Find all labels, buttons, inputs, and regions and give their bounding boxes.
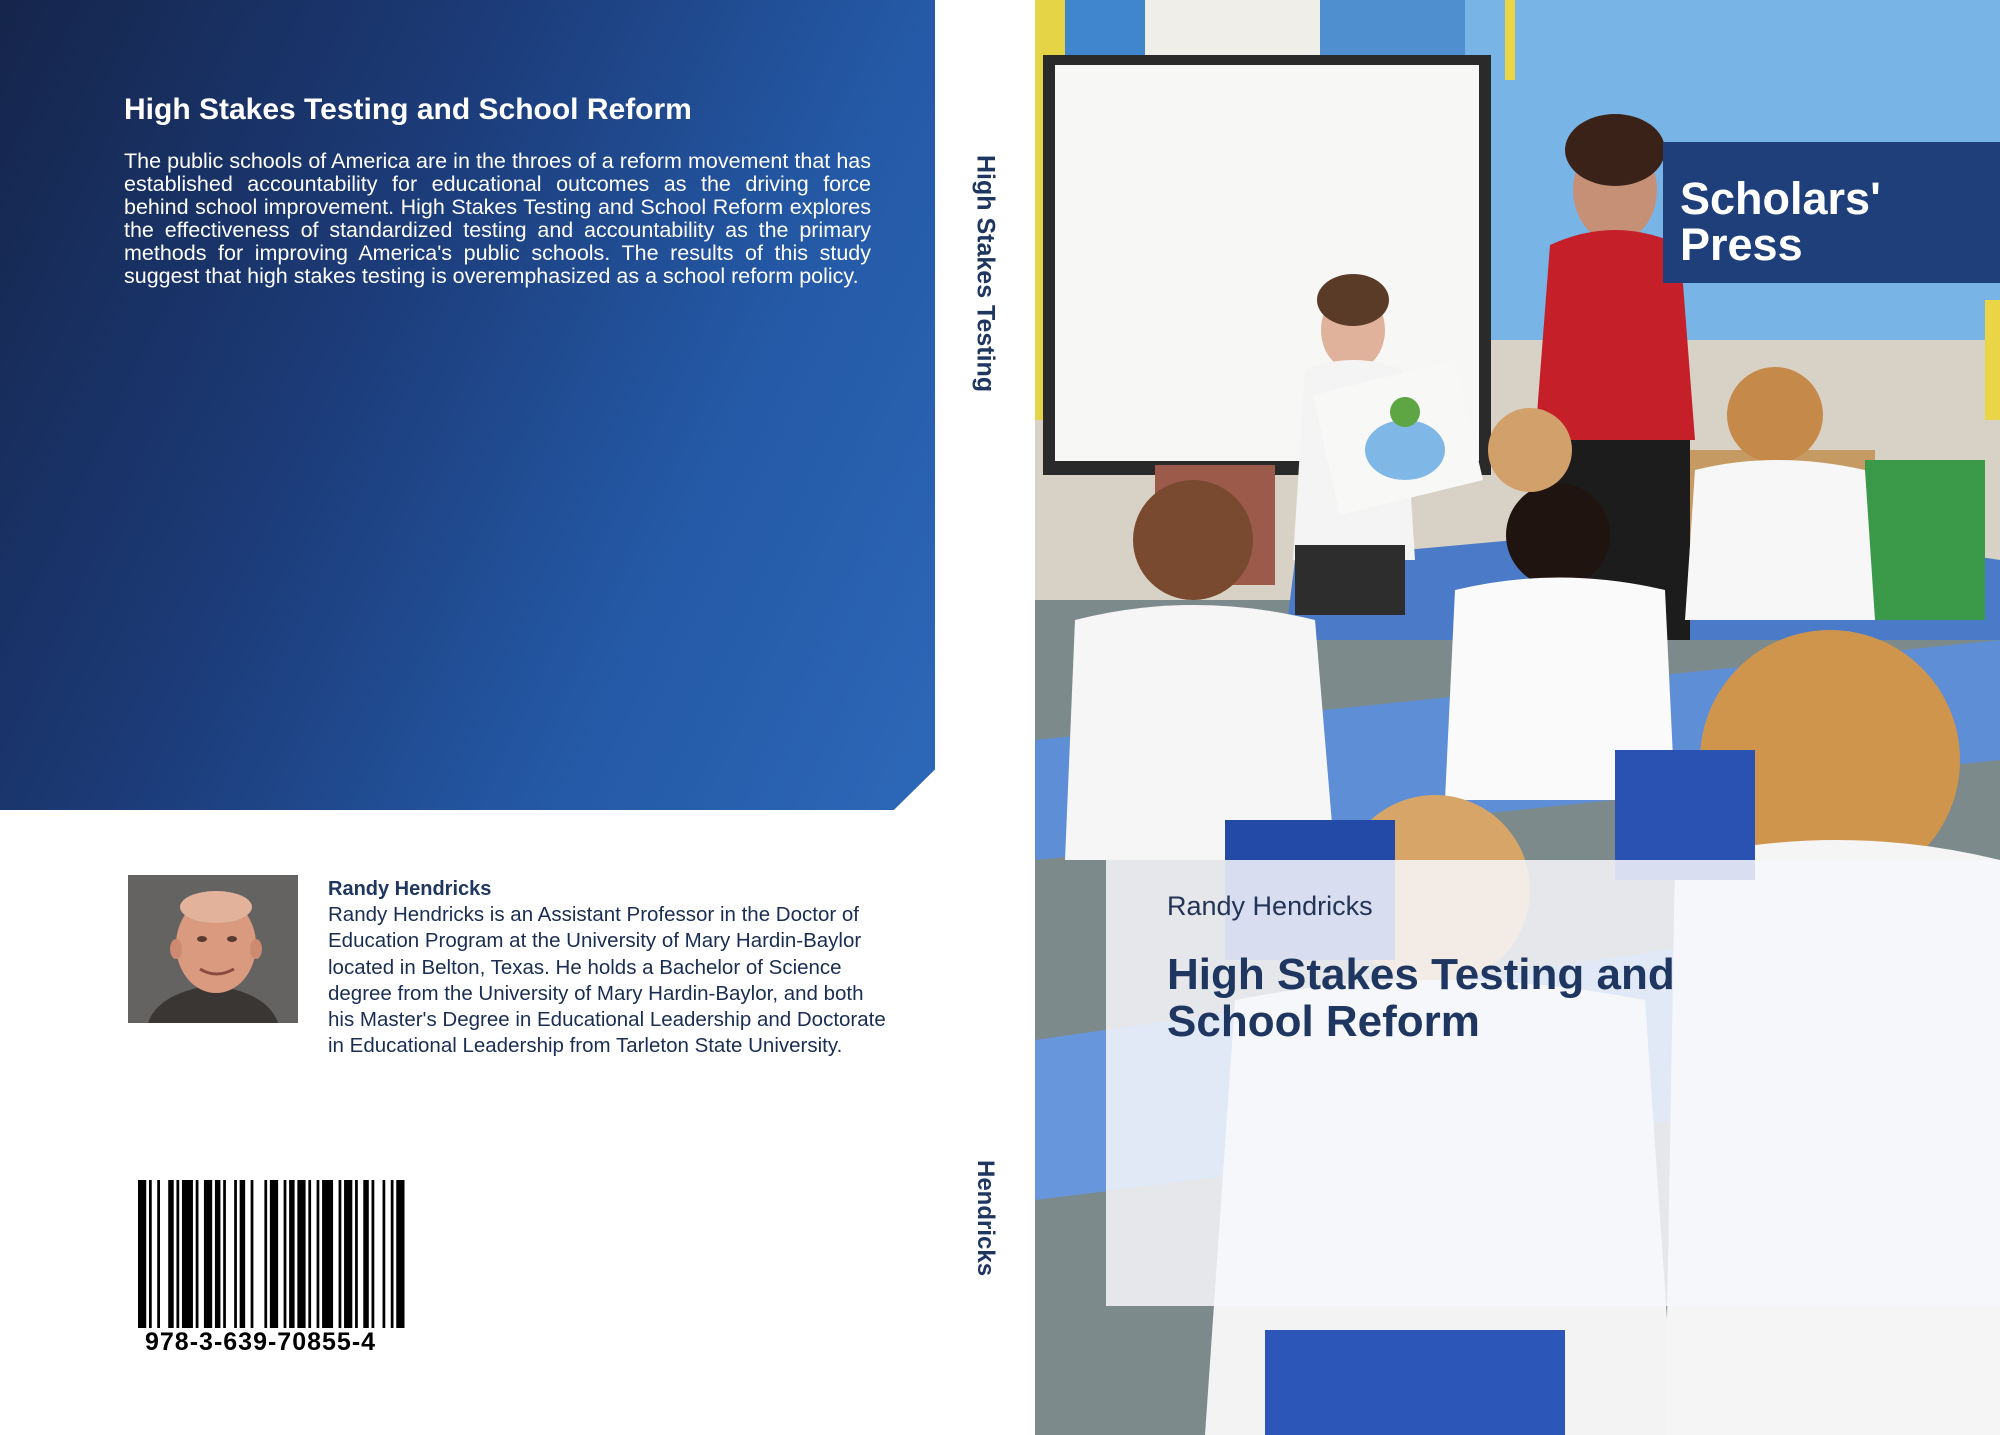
barcode-bar [322,1180,333,1328]
barcode-bar [168,1180,173,1328]
front-cover-author: Randy Hendricks [1167,891,1373,921]
barcode-bar [234,1180,237,1328]
barcode-bar [317,1180,320,1328]
barcode-bar [372,1180,375,1328]
barcode-bar [308,1180,311,1328]
barcode-bar [176,1180,179,1328]
barcode-bar [383,1180,386,1328]
barcode-bar [223,1180,226,1328]
barcode-bar [355,1180,358,1328]
front-title-box [1106,860,2000,1306]
author-bio-name: Randy Hendricks [328,878,492,900]
barcode-bar [284,1180,287,1328]
barcode-bar [396,1180,404,1328]
back-cover-blurb: The public schools of America are in the throes of a reform movement that has established accountability for educational outcomes as the driving force behind school improvement. High Stakes Testing and School Reform explores the effectiveness of standardized testing and accountability as the primary methods for improving America's public schools. The results of this study suggest that high stakes testing is overemphasized as a school reform policy. [124,149,871,288]
back-cover-title: High Stakes Testing and School Reform [124,93,692,126]
barcode-bar [363,1180,368,1328]
barcode-bar [391,1180,394,1328]
barcode-bar [264,1180,267,1328]
barcode-bar [297,1180,305,1328]
barcode-bar [157,1180,160,1328]
author-photo [128,875,298,1023]
barcode-bar [251,1180,254,1328]
barcode-bar [204,1180,212,1328]
barcode-bar [240,1180,245,1328]
barcode-bar [215,1180,220,1328]
barcode-bar [182,1180,193,1328]
barcode-bar [344,1180,352,1328]
isbn-number: 978-3-639-70855-4 [145,1328,377,1356]
barcode-bar [270,1180,278,1328]
barcode-bar [138,1180,146,1328]
barcode [138,1180,410,1328]
barcode-bar [149,1180,152,1328]
barcode-bar [196,1180,199,1328]
publisher-name: Scholars' Press [1680,173,1881,270]
barcode-bar [339,1180,342,1328]
spine-title: High Stakes Testing [971,155,1000,393]
barcode-bar [289,1180,294,1328]
spine-author: Hendricks [972,1160,999,1277]
author-bio-text: Randy Hendricks is an Assistant Professor in the Doctor of Education Program at the University of Mary Hardin-Baylor located in Belton, Texas. He holds a Bachelor of Science degree from the University of Mary Hardin-Baylor, and both his Master's Degree in Educational Leadership and Doctorate in Educational Leadership from Tarleton State University. [328,903,886,1058]
front-cover-title: High Stakes Testing and School Reform [1167,950,1675,1046]
